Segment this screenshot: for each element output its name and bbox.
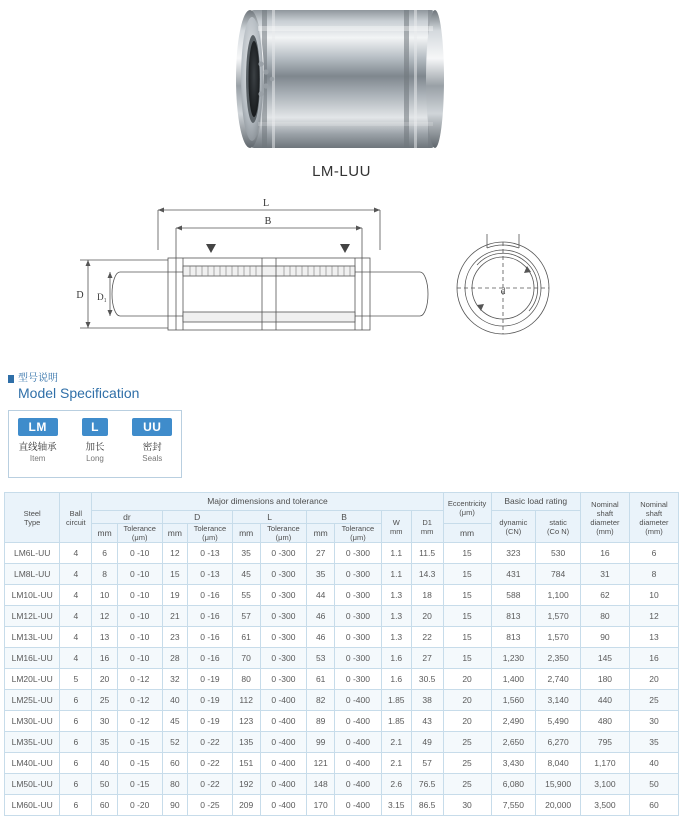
specification-table (4, 492, 679, 816)
cell-l-tol: 0 -300 (260, 564, 307, 585)
cell-dr-tol: 0 -15 (117, 732, 162, 753)
svg-text:B: B (264, 216, 272, 227)
cell-dyn: 1,400 (491, 669, 536, 690)
cell-d-tol: 0 -16 (188, 585, 233, 606)
cell-ball: 6 (60, 774, 92, 795)
cell-type: LM25L-UU (5, 690, 60, 711)
cell-ecc: 25 (443, 774, 491, 795)
cell-ecc: 25 (443, 753, 491, 774)
header-nominal-shaft-diameter-2: Nominal shaft diameter (mm) (629, 493, 678, 543)
cell-dr-tol: 0 -10 (117, 606, 162, 627)
table-row (5, 795, 679, 816)
cell-d1: 18 (411, 585, 443, 606)
cell-nom1: 80 (580, 606, 629, 627)
cell-b-tol: 0 -300 (335, 648, 382, 669)
header-steel-type: Steel Type (5, 493, 60, 543)
cell-d: 12 (162, 543, 188, 564)
cell-ball: 6 (60, 795, 92, 816)
cell-nom2: 13 (629, 627, 678, 648)
table-row (5, 627, 679, 648)
cell-dyn: 6,080 (491, 774, 536, 795)
cell-b-tol: 0 -300 (335, 669, 382, 690)
cell-dr-tol: 0 -12 (117, 711, 162, 732)
cell-nom2: 8 (629, 564, 678, 585)
cell-type: LM8L-UU (5, 564, 60, 585)
cell-sta: 3,140 (536, 690, 581, 711)
header-dr-mm: mm (92, 524, 118, 543)
cell-d1: 11.5 (411, 543, 443, 564)
svg-text:d: d (500, 286, 506, 296)
cell-b-tol: 0 -300 (335, 585, 382, 606)
cell-d-tol: 0 -22 (188, 732, 233, 753)
cell-l-tol: 0 -400 (260, 795, 307, 816)
cell-ball: 4 (60, 627, 92, 648)
cell-d-tol: 0 -13 (188, 564, 233, 585)
cell-b-tol: 0 -400 (335, 753, 382, 774)
cell-b: 53 (307, 648, 335, 669)
cell-d: 90 (162, 795, 188, 816)
table-row (5, 690, 679, 711)
cell-ecc: 30 (443, 795, 491, 816)
cell-sta: 20,000 (536, 795, 581, 816)
cell-d-tol: 0 -19 (188, 711, 233, 732)
cell-nom1: 31 (580, 564, 629, 585)
header-dynamic: dynamic (CN) (491, 511, 536, 543)
cell-ball: 4 (60, 648, 92, 669)
cell-b: 27 (307, 543, 335, 564)
model-part-lm (10, 418, 66, 464)
table-body (5, 543, 679, 816)
cell-dyn: 7,550 (491, 795, 536, 816)
cell-l: 45 (232, 564, 260, 585)
cell-type: LM40L-UU (5, 753, 60, 774)
cell-dr-tol: 0 -12 (117, 669, 162, 690)
cell-b: 46 (307, 606, 335, 627)
cell-sta: 2,350 (536, 648, 581, 669)
cell-dyn: 813 (491, 627, 536, 648)
cell-b: 44 (307, 585, 335, 606)
cell-d-tol: 0 -16 (188, 627, 233, 648)
cell-nom1: 3,500 (580, 795, 629, 816)
cell-ecc: 15 (443, 564, 491, 585)
cell-nom1: 1,170 (580, 753, 629, 774)
cell-l-tol: 0 -400 (260, 711, 307, 732)
cell-dyn: 3,430 (491, 753, 536, 774)
cell-dr: 10 (92, 585, 118, 606)
cell-w: 1.1 (381, 543, 411, 564)
cell-ecc: 25 (443, 732, 491, 753)
cell-l-tol: 0 -300 (260, 648, 307, 669)
header-L: L (232, 511, 307, 524)
cell-d1: 14.3 (411, 564, 443, 585)
cell-dr: 40 (92, 753, 118, 774)
header-D-mm: mm (162, 524, 188, 543)
cell-ball: 6 (60, 753, 92, 774)
cell-l-tol: 0 -400 (260, 732, 307, 753)
cell-sta: 15,900 (536, 774, 581, 795)
model-part-uu-cn: 密封 (142, 442, 162, 453)
cell-l: 112 (232, 690, 260, 711)
cell-dr-tol: 0 -15 (117, 753, 162, 774)
cell-ball: 4 (60, 564, 92, 585)
model-spec-title-en: Model Specification (18, 385, 140, 401)
header-D-tolerance: Tolerance (μm) (188, 524, 233, 543)
cell-ball: 4 (60, 585, 92, 606)
header-B-mm: mm (307, 524, 335, 543)
table-row (5, 711, 679, 732)
cell-ecc: 15 (443, 543, 491, 564)
cell-b-tol: 0 -300 (335, 627, 382, 648)
cell-ecc: 15 (443, 606, 491, 627)
cell-l: 35 (232, 543, 260, 564)
cell-nom1: 90 (580, 627, 629, 648)
cell-dr-tol: 0 -20 (117, 795, 162, 816)
cell-b-tol: 0 -400 (335, 711, 382, 732)
cell-dr-tol: 0 -12 (117, 690, 162, 711)
cell-d: 21 (162, 606, 188, 627)
cell-l: 135 (232, 732, 260, 753)
cell-l-tol: 0 -300 (260, 585, 307, 606)
header-basic-load-rating: Basic load rating (491, 493, 580, 511)
cell-w: 1.85 (381, 690, 411, 711)
cell-ecc: 20 (443, 690, 491, 711)
cell-d-tol: 0 -22 (188, 753, 233, 774)
cell-dr: 8 (92, 564, 118, 585)
cell-d1: 43 (411, 711, 443, 732)
cell-w: 1.6 (381, 648, 411, 669)
cell-b-tol: 0 -400 (335, 690, 382, 711)
cell-w: 3.15 (381, 795, 411, 816)
cell-sta: 1,570 (536, 627, 581, 648)
cell-sta: 8,040 (536, 753, 581, 774)
cell-nom2: 60 (629, 795, 678, 816)
cell-type: LM13L-UU (5, 627, 60, 648)
model-spec-title-cn: 型号说明 (8, 372, 338, 385)
cell-type: LM12L-UU (5, 606, 60, 627)
cell-type: LM60L-UU (5, 795, 60, 816)
cell-d-tol: 0 -25 (188, 795, 233, 816)
table-row (5, 543, 679, 564)
cell-d-tol: 0 -19 (188, 669, 233, 690)
cell-l-tol: 0 -300 (260, 606, 307, 627)
cell-b: 46 (307, 627, 335, 648)
cell-dyn: 588 (491, 585, 536, 606)
model-spec-box (8, 410, 182, 478)
cell-l: 80 (232, 669, 260, 690)
cell-nom1: 480 (580, 711, 629, 732)
cell-dyn: 431 (491, 564, 536, 585)
cell-nom2: 30 (629, 711, 678, 732)
cell-nom2: 25 (629, 690, 678, 711)
model-part-l-en: Long (86, 454, 104, 463)
cell-ball: 6 (60, 711, 92, 732)
cell-dyn: 813 (491, 606, 536, 627)
cell-dyn: 2,490 (491, 711, 536, 732)
cell-nom1: 795 (580, 732, 629, 753)
cell-type: LM6L-UU (5, 543, 60, 564)
cell-l-tol: 0 -400 (260, 774, 307, 795)
cell-b: 82 (307, 690, 335, 711)
cell-l-tol: 0 -300 (260, 543, 307, 564)
cell-l-tol: 0 -300 (260, 627, 307, 648)
cell-w: 1.85 (381, 711, 411, 732)
cell-ecc: 15 (443, 585, 491, 606)
table-row (5, 585, 679, 606)
cell-dr-tol: 0 -10 (117, 543, 162, 564)
cell-type: LM16L-UU (5, 648, 60, 669)
cell-w: 2.1 (381, 732, 411, 753)
cell-ball: 4 (60, 543, 92, 564)
cell-d1: 57 (411, 753, 443, 774)
cell-ball: 6 (60, 690, 92, 711)
cell-dr-tol: 0 -10 (117, 627, 162, 648)
cell-d1: 38 (411, 690, 443, 711)
header-L-tolerance: Tolerance (μm) (260, 524, 307, 543)
cell-d1: 20 (411, 606, 443, 627)
cell-d: 60 (162, 753, 188, 774)
table-row (5, 669, 679, 690)
cell-b: 121 (307, 753, 335, 774)
model-specification-header (8, 372, 338, 402)
cell-b: 170 (307, 795, 335, 816)
bearing-photo (0, 0, 683, 170)
table-header-row-1 (5, 493, 679, 511)
cell-dr-tol: 0 -10 (117, 585, 162, 606)
cell-l: 123 (232, 711, 260, 732)
cell-b: 148 (307, 774, 335, 795)
cell-d: 19 (162, 585, 188, 606)
cell-nom2: 50 (629, 774, 678, 795)
cell-l: 209 (232, 795, 260, 816)
cell-l: 192 (232, 774, 260, 795)
header-W: W mm (381, 511, 411, 543)
cell-nom2: 20 (629, 669, 678, 690)
table-row (5, 732, 679, 753)
cell-nom1: 16 (580, 543, 629, 564)
cell-d: 28 (162, 648, 188, 669)
cell-b: 99 (307, 732, 335, 753)
cell-type: LM10L-UU (5, 585, 60, 606)
model-part-uu-en: Seals (142, 454, 163, 463)
cell-sta: 2,740 (536, 669, 581, 690)
technical-drawing (0, 188, 683, 368)
cell-d-tol: 0 -22 (188, 774, 233, 795)
table-row (5, 753, 679, 774)
cell-l-tol: 0 -400 (260, 690, 307, 711)
cell-b-tol: 0 -300 (335, 543, 382, 564)
cell-ecc: 20 (443, 669, 491, 690)
cell-dyn: 1,560 (491, 690, 536, 711)
cell-sta: 530 (536, 543, 581, 564)
cell-ball: 6 (60, 732, 92, 753)
cell-nom1: 180 (580, 669, 629, 690)
model-part-lm-en: Item (29, 454, 46, 463)
cell-dr: 35 (92, 732, 118, 753)
cell-w: 1.3 (381, 606, 411, 627)
cell-ecc: 20 (443, 711, 491, 732)
model-part-l-cn: 加长 (85, 442, 105, 453)
cell-b: 61 (307, 669, 335, 690)
model-part-lm-code: LM (18, 418, 58, 436)
cell-d-tol: 0 -19 (188, 690, 233, 711)
cell-nom2: 10 (629, 585, 678, 606)
cell-l: 57 (232, 606, 260, 627)
cell-d: 52 (162, 732, 188, 753)
cell-ball: 5 (60, 669, 92, 690)
cell-ecc: 15 (443, 648, 491, 669)
model-part-l (67, 418, 123, 464)
table-row (5, 648, 679, 669)
cell-dyn: 2,650 (491, 732, 536, 753)
header-nominal-shaft-diameter-1: Nominal shaft diameter (mm) (580, 493, 629, 543)
table-row (5, 774, 679, 795)
cell-d1: 76.5 (411, 774, 443, 795)
header-D1: D1 mm (411, 511, 443, 543)
header-D: D (162, 511, 232, 524)
model-part-lm-cn: 直线轴承 (18, 442, 57, 453)
cell-dr: 6 (92, 543, 118, 564)
header-static: static (Co N) (536, 511, 581, 543)
cell-nom1: 440 (580, 690, 629, 711)
cell-dr: 60 (92, 795, 118, 816)
cell-dyn: 323 (491, 543, 536, 564)
cell-type: LM50L-UU (5, 774, 60, 795)
cell-w: 1.3 (381, 585, 411, 606)
cell-sta: 784 (536, 564, 581, 585)
cell-w: 1.6 (381, 669, 411, 690)
cell-d: 23 (162, 627, 188, 648)
cell-nom2: 16 (629, 648, 678, 669)
cell-type: LM35L-UU (5, 732, 60, 753)
cell-l: 61 (232, 627, 260, 648)
cell-ball: 4 (60, 606, 92, 627)
cell-type: LM30L-UU (5, 711, 60, 732)
cell-b-tol: 0 -300 (335, 606, 382, 627)
cell-nom2: 6 (629, 543, 678, 564)
model-part-uu-code: UU (132, 418, 172, 436)
svg-text:D₁: D₁ (97, 292, 107, 302)
cell-ecc: 15 (443, 627, 491, 648)
cell-w: 1.3 (381, 627, 411, 648)
cell-d1: 27 (411, 648, 443, 669)
cell-sta: 1,570 (536, 606, 581, 627)
cell-l: 55 (232, 585, 260, 606)
table-row (5, 606, 679, 627)
cell-sta: 1,100 (536, 585, 581, 606)
cell-dr: 12 (92, 606, 118, 627)
cell-dr-tol: 0 -10 (117, 564, 162, 585)
svg-text:D: D (76, 290, 84, 301)
cell-dr: 50 (92, 774, 118, 795)
header-L-mm: mm (232, 524, 260, 543)
product-label: LM-LUU (312, 163, 371, 180)
cell-dr-tol: 0 -10 (117, 648, 162, 669)
cell-dr: 25 (92, 690, 118, 711)
model-part-uu (124, 418, 180, 464)
cell-sta: 6,270 (536, 732, 581, 753)
cell-d: 45 (162, 711, 188, 732)
header-dr: dr (92, 511, 162, 524)
cell-w: 2.1 (381, 753, 411, 774)
cell-l: 151 (232, 753, 260, 774)
cell-d1: 30.5 (411, 669, 443, 690)
cell-d: 80 (162, 774, 188, 795)
cell-nom1: 3,100 (580, 774, 629, 795)
cell-w: 1.1 (381, 564, 411, 585)
cell-nom1: 62 (580, 585, 629, 606)
header-B: B (307, 511, 382, 524)
header-major-dimensions: Major dimensions and tolerance (92, 493, 443, 511)
cell-d1: 49 (411, 732, 443, 753)
cell-l: 70 (232, 648, 260, 669)
product-illustration (0, 0, 683, 370)
cell-dr: 16 (92, 648, 118, 669)
cell-l-tol: 0 -400 (260, 753, 307, 774)
cell-dr: 20 (92, 669, 118, 690)
cell-d-tol: 0 -16 (188, 648, 233, 669)
table-row (5, 564, 679, 585)
cell-w: 2.6 (381, 774, 411, 795)
cell-d: 32 (162, 669, 188, 690)
header-eccentricity-unit: mm (443, 524, 491, 543)
cell-d-tol: 0 -13 (188, 543, 233, 564)
cell-b-tol: 0 -400 (335, 795, 382, 816)
cell-nom2: 40 (629, 753, 678, 774)
header-eccentricity: Eccentricity (μm) (443, 493, 491, 524)
table-header-row-2 (5, 511, 679, 524)
cell-dr-tol: 0 -15 (117, 774, 162, 795)
cell-b: 35 (307, 564, 335, 585)
model-part-l-code: L (82, 418, 108, 436)
cell-dyn: 1,230 (491, 648, 536, 669)
cell-d: 15 (162, 564, 188, 585)
header-ball-circuit: Ball circuit (60, 493, 92, 543)
svg-text:L: L (262, 198, 270, 209)
header-B-tolerance: Tolerance (μm) (335, 524, 382, 543)
cell-nom2: 35 (629, 732, 678, 753)
header-dr-tolerance: Tolerance (μm) (117, 524, 162, 543)
cell-d-tol: 0 -16 (188, 606, 233, 627)
cell-sta: 5,490 (536, 711, 581, 732)
cell-nom2: 12 (629, 606, 678, 627)
cell-d: 40 (162, 690, 188, 711)
cell-d1: 86.5 (411, 795, 443, 816)
cell-d1: 22 (411, 627, 443, 648)
cell-dr: 13 (92, 627, 118, 648)
cell-type: LM20L-UU (5, 669, 60, 690)
cell-b-tol: 0 -400 (335, 732, 382, 753)
cell-dr: 30 (92, 711, 118, 732)
cell-b-tol: 0 -400 (335, 774, 382, 795)
cell-l-tol: 0 -300 (260, 669, 307, 690)
cell-b: 89 (307, 711, 335, 732)
cell-b-tol: 0 -300 (335, 564, 382, 585)
cell-nom1: 145 (580, 648, 629, 669)
